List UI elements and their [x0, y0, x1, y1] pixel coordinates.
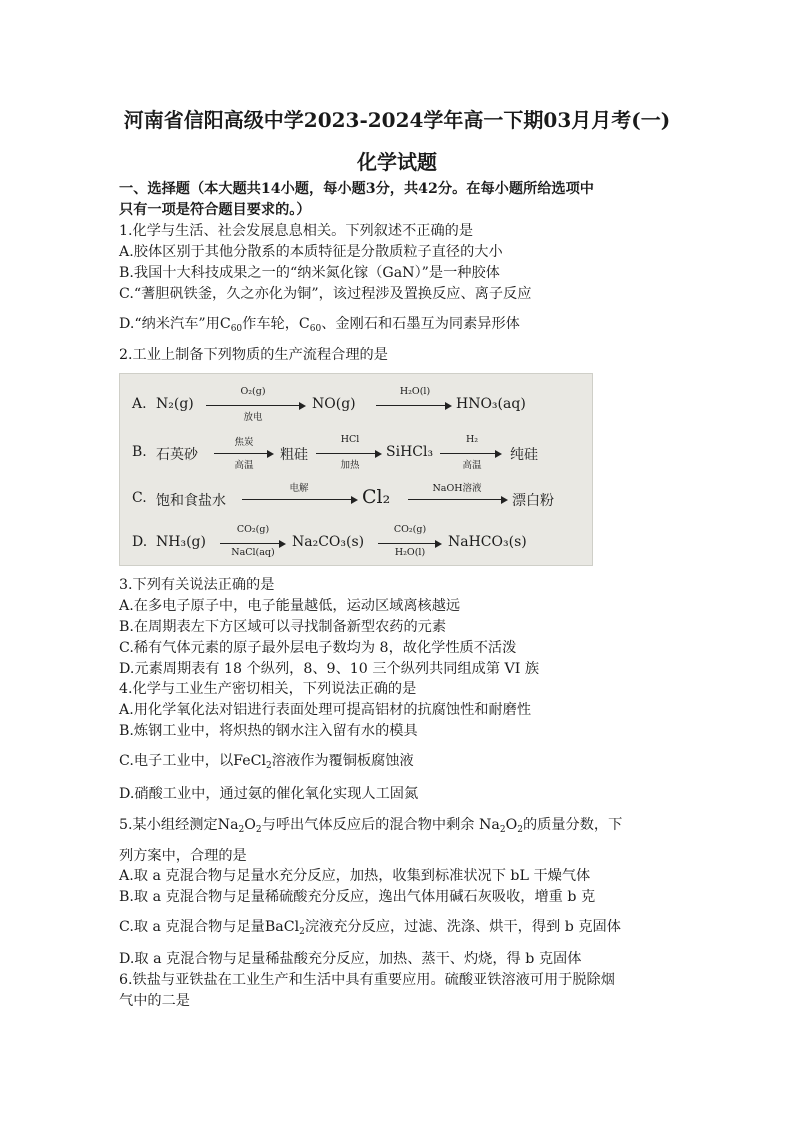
flow-d-c1-bot: NaCl(aq): [231, 547, 275, 558]
q1-d-pre: D.“纳米汽车”用C: [119, 316, 231, 332]
flow-d-c1-top: CO₂(g): [236, 524, 270, 535]
section-heading-line1: 一、选择题（本大题共14小题，每小题3分，共42分。在每小题所给选项中: [119, 181, 594, 197]
flow-a-arrow1: [206, 405, 304, 406]
flow-b-c2-top: HCl: [340, 434, 360, 445]
q3-option-a: A.在多电子原子中，电子能量越低，运动区域离核越远: [119, 598, 461, 614]
flow-b-arrow3: [440, 453, 500, 454]
q5-option-a: A.取 a 克混合物与足量水充分反应，加热，收集到标准状况下 bL 干燥气体: [119, 868, 591, 884]
q5-option-c: [119, 918, 679, 936]
q3-stem: 3.下列有关说法正确的是: [119, 577, 275, 593]
q4-option-d: D.硝酸工业中，通过氨的催化氧化实现人工固氮: [119, 786, 419, 802]
flow-a-s3: HNO₃(aq): [456, 396, 526, 412]
q1-d-sub2: 60: [309, 324, 322, 334]
q5-s-sub3: 2: [499, 825, 506, 835]
q5-c-pre: C.取 a 克混合物与足量BaCl: [119, 919, 300, 935]
q3-option-c: C.稀有气体元素的原子最外层电子数均为 8，故化学性质不活泼: [119, 640, 517, 656]
q4-stem: 4.化学与工业生产密切相关，下列说法正确的是: [119, 681, 417, 697]
q5-s-mid2: 与呼出气体反应后的混合物中剩余 Na: [261, 817, 500, 833]
subject-title: 化学试题: [357, 150, 437, 174]
q1-d-mid: 作车轮，C: [242, 316, 310, 332]
flow-row-d: [120, 526, 594, 566]
q4-option-a: A.用化学氧化法对铝进行表面处理可提高铝材的抗腐蚀性和耐磨性: [119, 702, 532, 718]
flow-b-arrow1: [214, 453, 272, 454]
flow-c-c1-top: 电解: [289, 483, 309, 494]
flow-b-c3-bot: 高温: [462, 460, 482, 471]
q4-c-pre: C.电子工业中，以FeCl: [119, 753, 267, 769]
flow-d-s2: Na₂CO₃(s): [292, 534, 365, 550]
q4-option-c: [119, 752, 679, 770]
flow-c-arrow2: [408, 499, 506, 500]
flow-b-label: B.: [132, 444, 147, 460]
flow-b-c3-top: H₂: [465, 434, 479, 445]
q5-stem-line1: [119, 816, 684, 834]
flow-a-s1: N₂(g): [156, 396, 194, 412]
q5-s-pre: 5.某小组经测定Na: [119, 817, 239, 833]
q1-option-a: A.胶体区别于其他分散系的本质特征是分散质粒子直径的大小: [119, 244, 503, 260]
flow-d-label: D.: [132, 534, 148, 550]
q5-c-post: 浣液充分反应，过滤、洗涤、烘干，得到 b 克固体: [304, 919, 621, 935]
flow-d-s1: NH₃(g): [156, 534, 206, 550]
flow-b-c1-top: 焦炭: [234, 437, 254, 448]
flow-d-arrow2: [378, 543, 440, 544]
q5-option-b: B.取 a 克混合物与足量稀硫酸充分反应，逸出气体用碱石灰吸收，增重 b 克: [119, 889, 596, 905]
q1-d-sub1: 60: [230, 324, 243, 334]
flow-d-c2-top: CO₂(g): [393, 524, 427, 535]
section-heading-line2: 只有一项是符合题目要求的。）: [119, 202, 311, 218]
q2-stem: 2.工业上制备下列物质的生产流程合理的是: [119, 347, 388, 363]
q5-stem-line2: 列方案中，合理的是: [119, 848, 247, 864]
q5-s-post: 的质量分数，下: [522, 817, 623, 833]
q4-option-b: B.炼钢工业中，将炽热的钢水注入留有水的模具: [119, 723, 418, 739]
q3-option-b: B.在周期表左下方区域可以寻找制备新型农药的元素: [119, 619, 447, 635]
flow-b-c1-bot: 高温: [234, 460, 254, 471]
q5-s-mid1: O: [244, 817, 256, 833]
exam-title: 河南省信阳高级中学2023-2024学年高一下期03月月考(一): [123, 108, 671, 132]
q1-option-b: B.我国十大科技成果之一的“纳米氮化镓（GaN）”是一种胶体: [119, 265, 500, 281]
q1-stem: 1.化学与生活、社会发展息息相关。下列叙述不正确的是: [119, 223, 474, 239]
flow-c-c2-top: NaOH溶液: [432, 483, 482, 494]
flow-d-c2-bot: H₂O(l): [394, 547, 426, 558]
flow-row-c: [120, 482, 594, 522]
flow-b-s3: SiHCl₃: [386, 444, 434, 460]
flow-a-arrow2: [376, 405, 450, 406]
q5-s-mid3: O: [505, 817, 518, 833]
q6-stem-line1: 6.铁盐与亚铁盐在工业生产和生活中具有重要应用。硫酸亚铁溶液可用于脱除烟: [119, 972, 615, 988]
flow-a-c2-top: H₂O(l): [399, 386, 431, 397]
q5-s-sub1: 2: [238, 825, 245, 835]
flow-b-s1: 石英砂: [156, 447, 198, 463]
flow-a-c1-bot: 放电: [243, 412, 263, 423]
flow-c-s1: 饱和食盐水: [156, 493, 226, 509]
flow-c-s3: 漂白粉: [512, 493, 554, 509]
q4-c-sub: 2: [266, 761, 272, 771]
flow-a-s2: NO(g): [312, 396, 356, 412]
flow-c-arrow1: [242, 499, 356, 500]
q5-c-sub: 2: [299, 927, 305, 937]
flow-row-a: [120, 388, 594, 428]
flow-b-s2: 粗硅: [280, 447, 308, 463]
q4-c-post: 溶液作为覆铜板腐蚀液: [271, 753, 414, 769]
q1-d-post: 、金刚石和石墨互为同素异形体: [321, 316, 520, 332]
q3-option-d: D.元素周期表有 18 个纵列，8、9、10 三个纵列共同组成第 VI 族: [119, 661, 540, 677]
q5-s-sub2: 2: [255, 825, 262, 835]
flow-b-s4: 纯硅: [510, 447, 538, 463]
q1-option-d: [119, 315, 679, 333]
flow-row-b: [120, 436, 594, 476]
q2-flow-chart-image: [119, 373, 593, 566]
q5-s-sub4: 2: [517, 825, 523, 835]
flow-c-s2: Cl₂: [362, 486, 391, 508]
flow-a-c1-top: O₂(g): [240, 386, 266, 397]
flow-a-label: A.: [132, 396, 147, 412]
flow-b-c2-bot: 加热: [340, 460, 360, 471]
flow-b-arrow2: [316, 453, 380, 454]
flow-c-label: C.: [132, 490, 147, 506]
q1-option-c: C.“蓍胆矾铁釜，久之亦化为铜”，该过程涉及置换反应、离子反应: [119, 286, 532, 302]
flow-d-arrow1: [220, 543, 284, 544]
q5-option-d: D.取 a 克混合物与足量稀盐酸充分反应，加热、蒸干、灼烧，得 b 克固体: [119, 951, 582, 967]
flow-d-s3: NaHCO₃(s): [448, 534, 527, 550]
q6-stem-line2: 气中的二是: [119, 993, 190, 1009]
